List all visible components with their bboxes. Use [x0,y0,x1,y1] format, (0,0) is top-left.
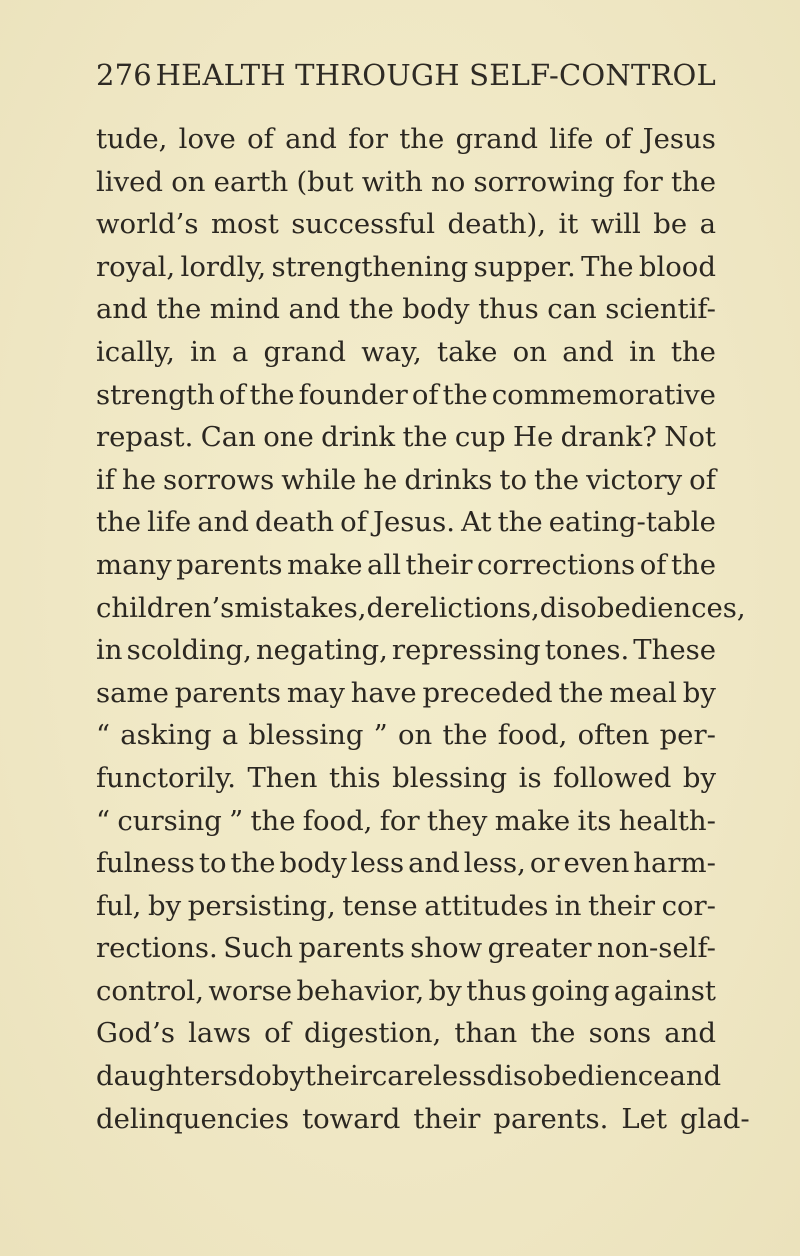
text-word: with [361,165,423,198]
text-word: blood [638,250,716,283]
text-word: for [348,123,388,155]
text-word: Can [200,421,256,454]
text-word: victory [586,463,683,496]
text-word: do [237,1060,272,1093]
text-word: the [442,719,488,752]
text-word: asking [120,719,212,752]
text-word: parents [176,548,283,581]
text-word: Then [247,761,318,794]
text-word: and [408,847,460,880]
text-word: many [96,548,172,581]
text-word: may [286,676,345,709]
text-word: followed [553,761,672,794]
text-word: tense [342,889,418,922]
text-word: Not [664,421,716,454]
text-line [96,800,716,843]
text-word: (but [296,165,354,198]
text-line [96,927,716,970]
text-line [96,246,716,289]
text-line [96,1012,716,1055]
text-word: of [604,123,632,155]
text-word: the [230,847,276,880]
text-word: of [247,123,274,155]
text-line [96,331,716,374]
text-word: food, [302,804,373,837]
text-word: and [197,506,249,539]
text-word: the [670,548,716,581]
text-word: founder [298,378,408,411]
text-word: He [512,421,554,454]
text-word: make [494,804,571,837]
text-line [96,714,716,757]
text-word: behavior, [296,974,425,1007]
text-word: thus [478,293,539,326]
running-title: HEALTH THROUGH SELF-CONTROL [155,58,716,92]
text-word: its [577,804,612,837]
text-word: no [431,165,466,198]
text-line [96,885,716,928]
text-word: death), [447,208,547,241]
text-word: repast. [96,421,194,454]
text-word: the [399,123,445,155]
text-word: most [210,208,279,241]
text-word: it [558,208,579,241]
text-word: he [363,463,398,496]
text-word: strength [96,378,215,411]
text-word: of [689,463,716,496]
text-word: sorrows [163,463,275,496]
text-word: the [348,293,394,326]
text-word: if [96,463,115,496]
text-word: lived [96,165,164,198]
text-word: mistakes, [234,591,367,624]
text-word: drank? [560,421,657,454]
text-word: blessing [248,719,364,752]
text-word: digestion, [304,1017,442,1050]
text-word: and [288,293,341,326]
text-word: God’s [96,1017,175,1050]
text-word: cursing [117,804,222,837]
text-word: parents. [493,1102,609,1135]
text-word: body [279,847,347,880]
running-head [96,58,716,92]
text-word: same [96,676,169,709]
text-word: tones. [544,634,630,667]
text-word: can [547,293,597,326]
text-word: lordly, [180,250,267,283]
text-word: of [340,506,367,539]
text-word: toward [302,1102,401,1135]
text-word: by [428,974,462,1007]
text-word: strengthening [271,250,469,283]
text-line [96,629,716,672]
text-word: earth [213,165,289,198]
text-word: the [670,165,716,198]
text-word: tude, [96,123,168,155]
text-word: on [397,719,433,752]
text-word: thus [466,974,527,1007]
text-line [96,1055,722,1098]
text-word: less, [463,847,526,880]
text-line [96,416,716,459]
text-word: on [171,165,206,198]
text-word: love [178,123,236,155]
text-word: delinquencies [96,1102,290,1135]
text-word: the [497,506,543,539]
text-word: grand [455,123,539,155]
text-word: make [287,548,363,581]
text-word: scientif- [605,293,716,326]
text-word: will [590,208,641,241]
text-word: non-self- [597,932,716,965]
text-word: and [562,335,614,368]
text-word: show [410,932,483,965]
text-word: for [622,165,663,198]
text-word: their [413,1102,481,1135]
text-word: the [534,463,580,496]
text-word: the [156,293,202,326]
text-word: control, [96,974,204,1007]
text-word: laws [188,1017,251,1050]
text-word: derelictions, [366,591,540,624]
text-word: parents [174,676,281,709]
text-word: ” [373,719,388,752]
text-word: negating, [255,634,388,667]
text-word: to [198,847,227,880]
text-word: and [669,1060,722,1093]
text-word: often [577,719,650,752]
text-word: attitudes [424,889,549,922]
text-word: death [255,506,335,539]
text-word: by [682,761,716,794]
text-word: Jesus. [373,506,455,539]
text-line [96,459,716,502]
text-word: sorrowing [473,165,615,198]
text-word: be [653,208,688,241]
text-word: eating-table [548,506,716,539]
text-word: by [682,676,716,709]
text-line [96,757,716,800]
text-word: in [554,889,582,922]
text-word: against [613,974,716,1007]
text-word: the [96,506,142,539]
body-text [96,118,750,1140]
text-word: a [231,335,249,368]
text-word: health- [618,804,716,837]
text-word: food, [497,719,568,752]
text-word: in [96,634,123,667]
text-word: Jesus [642,123,716,155]
text-word: or [529,847,560,880]
text-word: careless [371,1060,487,1093]
text-word: parents [298,932,405,965]
text-word: while [281,463,357,496]
text-word: world’s [96,208,199,241]
text-word: cup [454,421,506,454]
text-word: the [530,1017,576,1050]
text-line [96,203,716,246]
text-word: less [350,847,405,880]
text-word: commemorative [491,378,716,411]
text-word: and [285,123,337,155]
text-line [96,970,716,1013]
text-word: and [664,1017,716,1050]
text-word: to [499,463,528,496]
text-word: disobediences, [539,591,746,624]
text-word: the [402,421,448,454]
text-word: corrections [477,548,636,581]
text-word: greater [487,932,592,965]
text-word: on [512,335,547,368]
text-word: blessing [392,761,508,794]
text-line [96,161,716,204]
text-line [96,587,746,630]
text-word: ful, [96,889,142,922]
text-word: These [633,634,716,667]
text-word: they [426,804,488,837]
text-word: he [122,463,156,496]
text-word: Let [621,1102,667,1135]
text-word: supper. [473,250,576,283]
text-word: of [639,548,667,581]
text-line [96,842,716,885]
text-word: one [263,421,314,454]
text-word: sons [588,1017,652,1050]
text-word: worse [208,974,293,1007]
text-line [96,672,716,715]
text-word: meal [609,676,677,709]
text-word: the [250,804,296,837]
text-word: ” [229,804,244,837]
text-word: of [218,378,246,411]
text-word: royal, [96,250,176,283]
text-word: At [461,506,492,539]
text-line [96,544,716,587]
text-word: cor- [661,889,716,922]
text-word: is [518,761,542,794]
text-word: by [271,1060,305,1093]
text-word: take [437,335,498,368]
text-word: “ [96,719,111,752]
text-word: the [442,378,488,411]
text-word: in [629,335,656,368]
text-word: persisting, [187,889,336,922]
text-word: grand [263,335,346,368]
text-word: functorily. [96,761,236,794]
text-word: going [531,974,610,1007]
text-word: fulness [96,847,195,880]
text-word: this [329,761,381,794]
text-word: the [249,378,295,411]
text-word: children’s [96,591,235,624]
text-word: of [411,378,439,411]
text-word: preceded [422,676,553,709]
text-word: and [96,293,148,326]
text-word: their [588,889,655,922]
text-word: Such [223,932,293,965]
text-word: than [454,1017,518,1050]
text-word: daughters [96,1060,238,1093]
text-line [96,288,716,331]
text-word: the [558,676,604,709]
text-word: drinks [404,463,493,496]
text-word: life [549,123,594,155]
text-word: their [405,548,473,581]
text-word: harm- [633,847,716,880]
text-word: have [350,676,417,709]
text-word: for [379,804,420,837]
text-word: a [221,719,239,752]
text-word: way, [361,335,422,368]
text-word: scolding, [126,634,252,667]
text-word: successful [291,208,436,241]
text-word: per- [659,719,716,752]
text-word: a [699,208,716,241]
text-word: life [147,506,192,539]
text-word: body [402,293,470,326]
page-number: 276 [96,58,152,92]
text-word: ically, [96,335,175,368]
text-word: rections. [96,932,218,965]
text-word: “ [96,804,111,837]
text-line [96,118,716,161]
text-word: their [304,1060,372,1093]
text-word: repressing [391,634,541,667]
text-line [96,501,716,544]
text-word: even [563,847,630,880]
text-word: glad- [680,1102,750,1135]
text-word: disobedience [486,1060,670,1093]
text-word: all [367,548,401,581]
text-word: the [670,335,716,368]
text-word: of [264,1017,291,1050]
text-line [96,1098,750,1141]
text-word: in [190,335,217,368]
text-word: mind [209,293,280,326]
text-line [96,374,716,417]
text-word: drink [321,421,396,454]
text-word: by [148,889,182,922]
text-word: The [581,250,634,283]
